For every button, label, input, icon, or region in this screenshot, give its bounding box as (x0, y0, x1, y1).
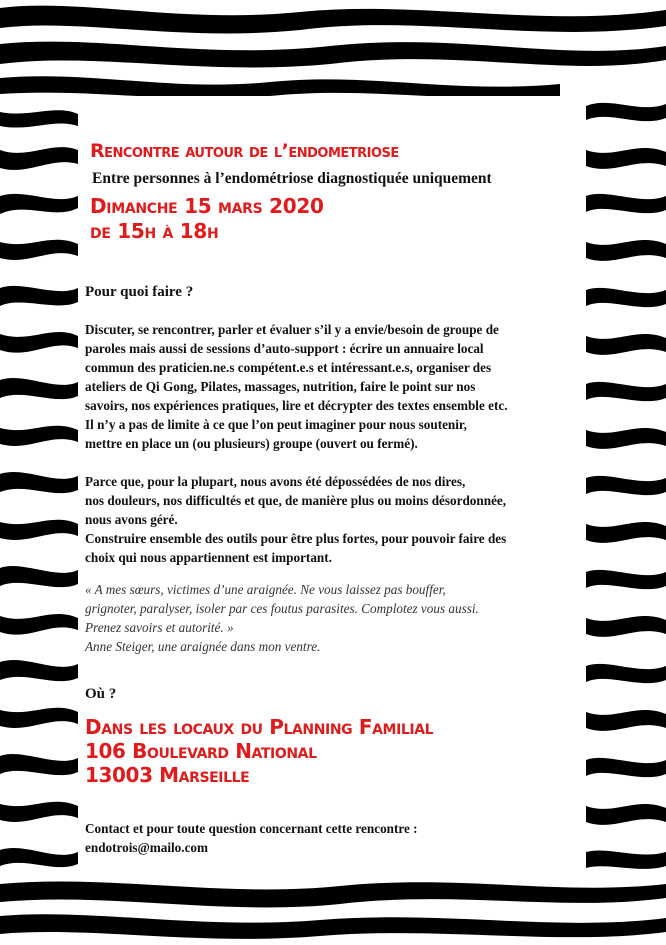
text-line: mettre en place un (ou plusieurs) groupe (ouvert ou fermé). (85, 436, 418, 451)
quote-block (85, 580, 585, 656)
contact-text: Contact et pour toute question concernant cette rencontre : (85, 821, 418, 836)
text-line: paroles mais aussi de sessions d’auto-support : écrire un annuaire local (85, 341, 484, 356)
text-line: ateliers de Qi Gong, Pilates, massages, nutrition, faire le point sur nos (85, 379, 476, 394)
purpose-heading: Pour quoi faire ? (85, 284, 194, 300)
purpose-paragraph-1 (85, 320, 585, 453)
event-date: Dimanche 15 mars 2020 (90, 194, 324, 218)
location-line-2: 106 Boulevard National (85, 739, 317, 763)
contact-email[interactable]: endotrois@mailo.com (85, 840, 209, 855)
flyer-sheet (78, 96, 586, 876)
location-heading: Où ? (85, 686, 117, 702)
quote-line: grignoter, paralyser, isoler par ces foutus parasites. Complotez vous aussi. (85, 601, 479, 616)
text-line: nos douleurs, nos difficultés et que, de manière plus ou moins désordonnée, (85, 493, 507, 508)
event-subtitle: Entre personnes à l’endométriose diagnostiquée uniquement (92, 170, 492, 187)
event-title: Rencontre autour de l’endometriose (90, 140, 399, 162)
text-line: Construire ensemble des outils pour être plus fortes, pour pouvoir faire des (85, 531, 507, 546)
text-line: Il n’y a pas de limite à ce que l’on peut imaginer pour nous soutenir, (85, 417, 467, 432)
location-line-3: 13003 Marseille (85, 763, 250, 787)
text-line: nous avons géré. (85, 512, 178, 527)
purpose-paragraph-2 (85, 472, 585, 567)
text-line: savoirs, nos expériences pratiques, lire et décrypter des textes ensemble etc. (85, 398, 508, 413)
quote-line: « A mes sœurs, victimes d’une araignée. Ne vous laissez pas bouffer, (85, 582, 446, 597)
text-line: commun des praticien.ne.s compétent.e.s et intéressant.e.s, organiser des (85, 360, 492, 375)
event-time: de 15h à 18h (90, 219, 219, 243)
location-line-1: Dans les locaux du Planning Familial (85, 715, 434, 739)
text-line: choix qui nous appartiennent est important. (85, 550, 332, 565)
quote-line: Prenez savoirs et autorité. » (85, 620, 234, 635)
quote-attribution: Anne Steiger, une araignée dans mon ventre. (85, 639, 321, 654)
contact-block (85, 819, 585, 857)
text-line: Discuter, se rencontrer, parler et évaluer s’il y a envie/besoin de groupe de (85, 322, 499, 337)
text-line: Parce que, pour la plupart, nous avons été dépossédées de nos dires, (85, 474, 466, 489)
